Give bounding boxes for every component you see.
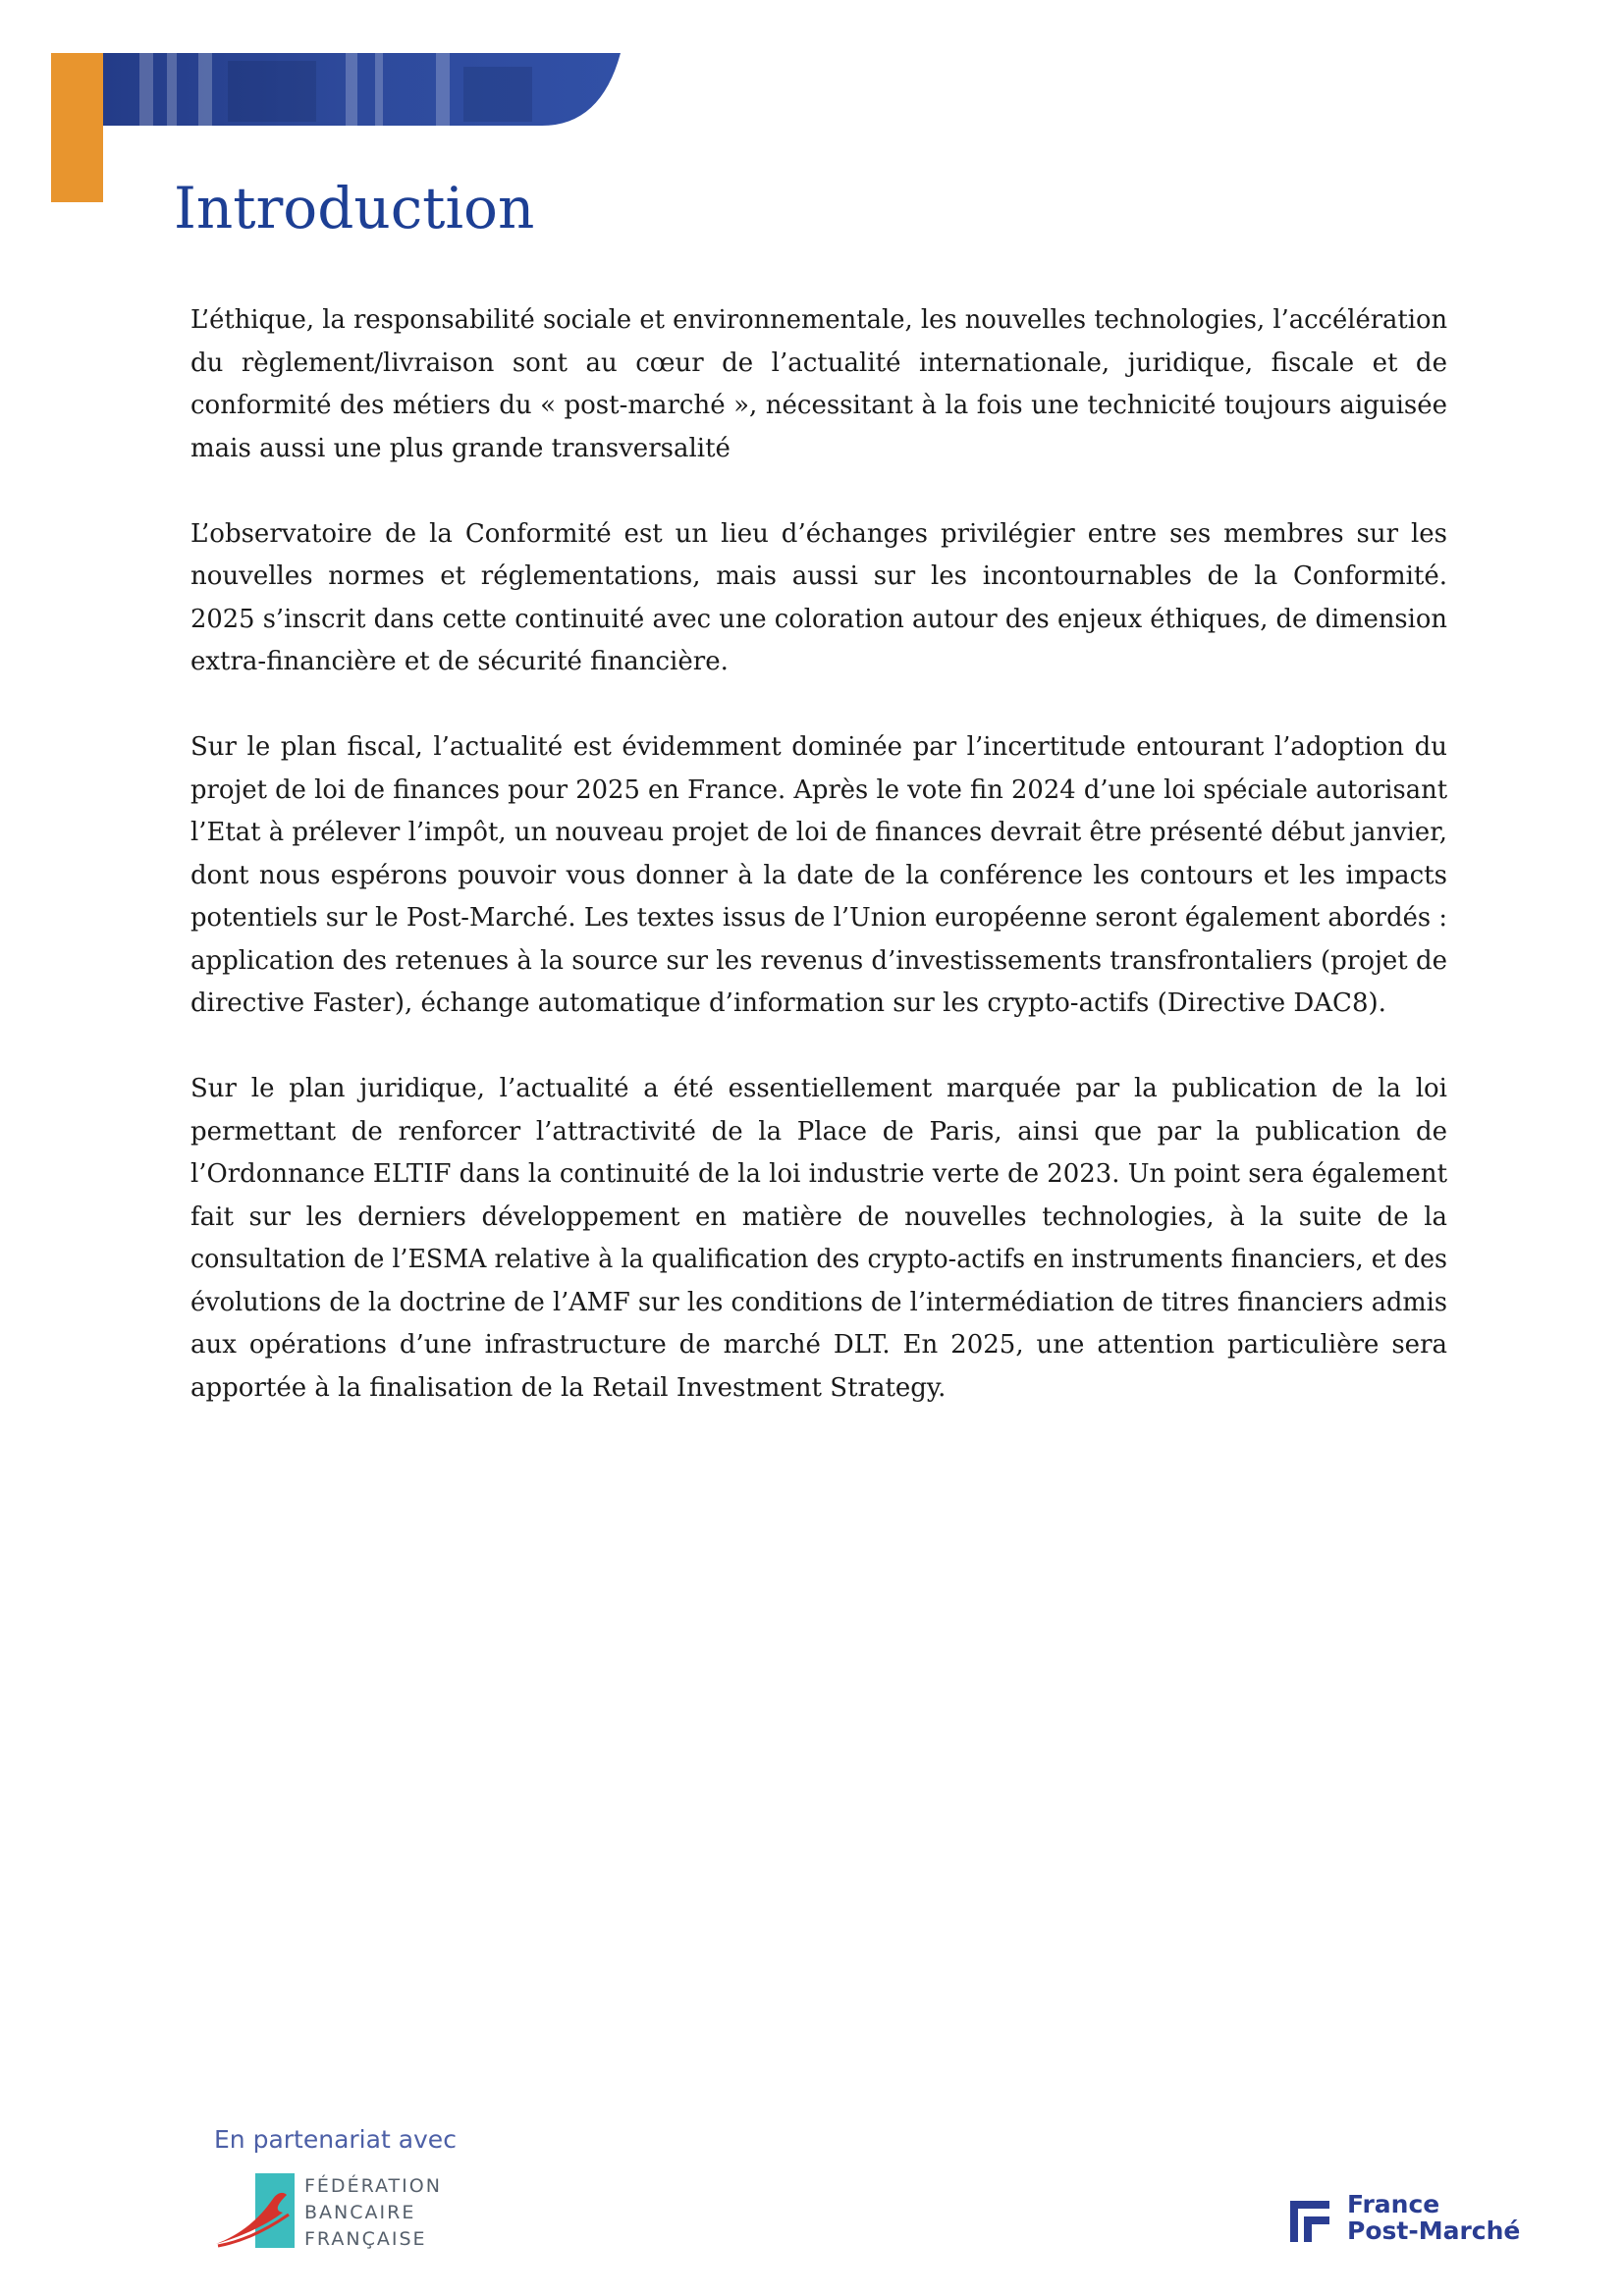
text-line: dont nous espérons pouvoir vous donner à la date de la conférence les contours et les impacts [190, 860, 1447, 890]
fbf-line: FÉDÉRATION [304, 2175, 442, 2197]
text-line: fait sur les derniers développement en matière de nouvelles technologies, à la suite de la [190, 1201, 1448, 1232]
text-line: application des retenues à la source sur les revenus d’investissements transfrontaliers (projet de [190, 945, 1448, 976]
text-line: apportée à la finalisation de la Retail Investment Strategy. [190, 1372, 947, 1403]
paragraph [190, 1068, 1447, 1410]
fpm-line: Post-Marché [1347, 2216, 1521, 2245]
page-title: Introduction [174, 175, 535, 241]
paragraph [190, 513, 1447, 684]
text-line: l’Etat à prélever l’impôt, un nouveau projet de loi de finances devrait être présenté début janvier, [190, 818, 1447, 847]
text-line: projet de loi de finances pour 2025 en France. Après le vote fin 2024 d’une loi spéciale autorisant [190, 774, 1448, 805]
text-line: du règlement/livraison sont au cœur de l’actualité internationale, juridique, fiscale et de [190, 347, 1447, 378]
fpm-logo [1286, 2191, 1561, 2246]
partner-label: En partenariat avec [214, 2125, 457, 2154]
paragraph [190, 726, 1447, 1026]
body-text [190, 299, 1447, 1453]
fbf-logo-icon [214, 2173, 298, 2254]
partner-block [214, 2124, 489, 2254]
text-line: 2025 s’inscrit dans cette continuité avec une coloration autour des enjeux éthiques, de dimension [190, 604, 1447, 634]
fpm-logo-text [1347, 2191, 1520, 2244]
text-line: nouvelles normes et réglementations, mais aussi sur les incontournables de la Conformité. [190, 561, 1448, 591]
text-line: extra-financière et de sécurité financière. [190, 647, 729, 676]
fpm-line: France [1347, 2190, 1440, 2218]
text-line: consultation de l’ESMA relative à la qualification des crypto-actifs en instruments financiers, et des [190, 1245, 1448, 1274]
text-line: permettant de renforcer l’attractivité de la Place de Paris, ainsi que par la publication de [190, 1116, 1448, 1147]
text-line: L’éthique, la responsabilité sociale et environnementale, les nouvelles technologies, l’accélération [190, 305, 1448, 335]
text-line: aux opérations d’une infrastructure de marché DLT. En 2025, une attention particulière sera [190, 1330, 1448, 1360]
text-line: évolutions de la doctrine de l’AMF sur les conditions de l’intermédiation de titres financiers admis [190, 1287, 1448, 1317]
text-line: conformité des métiers du « post-marché », nécessitant à la fois une technicité toujours aiguisée [190, 391, 1448, 420]
text-line: L’observatoire de la Conformité est un lieu d’échanges privilégier entre ses membres sur les [190, 518, 1448, 549]
paragraph [190, 299, 1447, 470]
text-line: l’Ordonnance ELTIF dans la continuité de la loi industrie verte de 2023. Un point sera également [190, 1159, 1447, 1189]
text-line: Sur le plan fiscal, l’actualité est évidemment dominée par l’incertitude entourant l’adoption du [190, 732, 1447, 762]
text-line: directive Faster), échange automatique d’information sur les crypto-actifs (Directive DAC8). [190, 988, 1386, 1018]
fbf-line: BANCAIRE [304, 2202, 416, 2223]
fpm-logo-icon [1286, 2197, 1335, 2244]
fbf-logo [214, 2173, 479, 2254]
text-line: Sur le plan juridique, l’actualité a été essentiellement marquée par la publication de la loi [190, 1074, 1447, 1103]
fbf-line: FRANÇAISE [304, 2228, 427, 2250]
text-line: mais aussi une plus grande transversalité [190, 433, 731, 463]
fbf-logo-text [304, 2173, 442, 2253]
text-line: potentiels sur le Post-Marché. Les textes issus de l’Union européenne seront également abordés : [190, 903, 1448, 933]
